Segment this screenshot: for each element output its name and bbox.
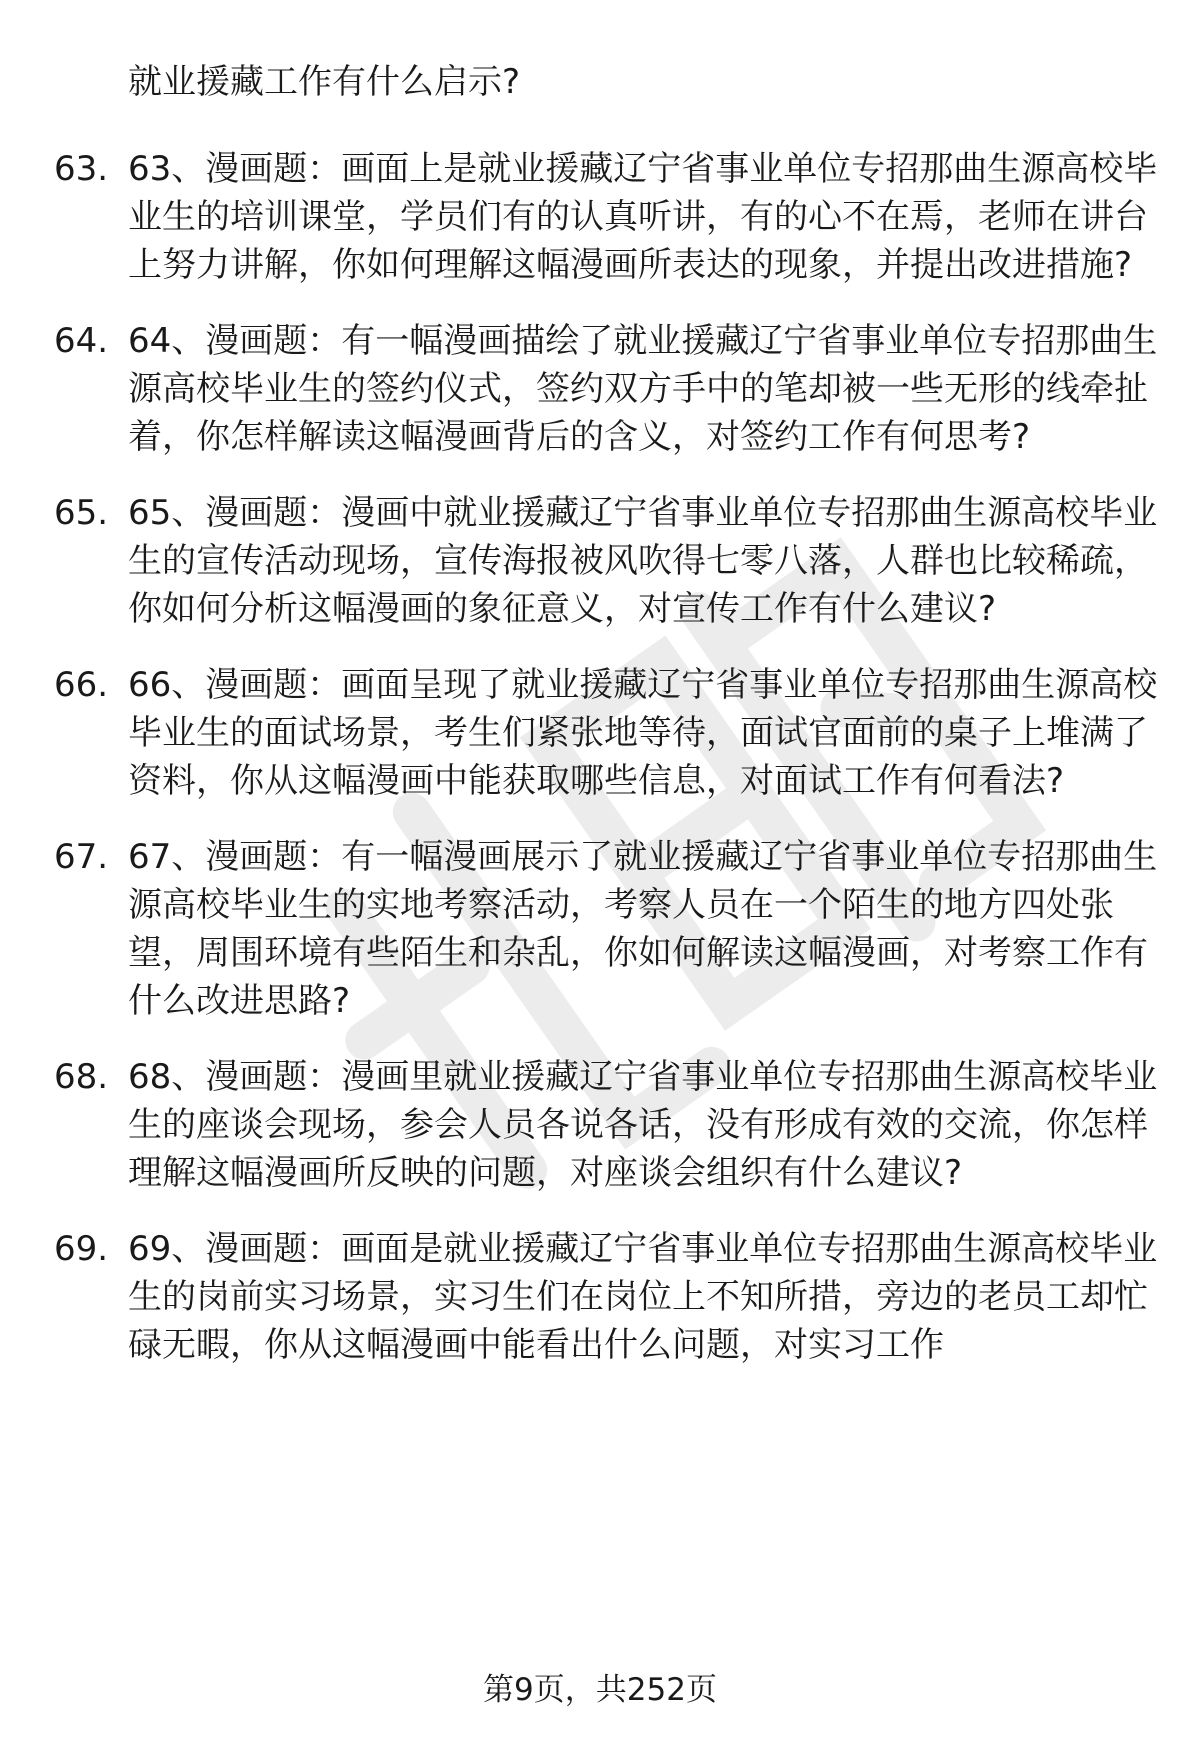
question-number: 68. — [54, 1057, 109, 1097]
list-item — [0, 661, 1200, 805]
question-number: 65. — [54, 493, 109, 533]
question-number: 69. — [54, 1229, 109, 1269]
list-item — [0, 1225, 1200, 1369]
question-text: 67、漫画题：有一幅漫画展示了就业援藏辽宁省事业单位专招那曲生源高校毕业生的实地考察活动，考察人员在一个陌生的地方四处张望，周围环境有些陌生和杂乱，你如何解读这幅漫画，对考察工作有什么改进思路? — [128, 837, 1158, 1021]
question-number: 64. — [54, 321, 109, 361]
question-list — [0, 145, 1200, 1397]
question-number: 63. — [54, 149, 109, 189]
question-text: 66、漫画题：画面呈现了就业援藏辽宁省事业单位专招那曲生源高校毕业生的面试场景，考生们紧张地等待，面试官面前的桌子上堆满了资料，你从这幅漫画中能获取哪些信息，对面试工作有何看法? — [128, 665, 1158, 801]
list-item — [0, 833, 1200, 1025]
continuation-text: 就业援藏工作有什么启示? — [128, 62, 521, 102]
question-text: 69、漫画题：画面是就业援藏辽宁省事业单位专招那曲生源高校毕业生的岗前实习场景，实习生们在岗位上不知所措，旁边的老员工却忙碌无暇，你从这幅漫画中能看出什么问题，对实习工作 — [128, 1229, 1158, 1365]
list-item — [0, 317, 1200, 461]
question-number: 66. — [54, 665, 109, 705]
list-item — [0, 145, 1200, 289]
list-item — [0, 489, 1200, 633]
list-item — [0, 1053, 1200, 1197]
question-text: 63、漫画题：画面上是就业援藏辽宁省事业单位专招那曲生源高校毕业生的培训课堂，学员们有的认真听讲，有的心不在焉，老师在讲台上努力讲解，你如何理解这幅漫画所表达的现象，并提出改进措施? — [128, 149, 1158, 285]
question-text: 64、漫画题：有一幅漫画描绘了就业援藏辽宁省事业单位专招那曲生源高校毕业生的签约仪式，签约双方手中的笔却被一些无形的线牵扯着，你怎样解读这幅漫画背后的含义，对签约工作有何思考? — [128, 321, 1158, 457]
question-text: 68、漫画题：漫画里就业援藏辽宁省事业单位专招那曲生源高校毕业生的座谈会现场，参会人员各说各话，没有形成有效的交流，你怎样理解这幅漫画所反映的问题，对座谈会组织有什么建议? — [128, 1057, 1158, 1193]
question-number: 67. — [54, 837, 109, 877]
question-text: 65、漫画题：漫画中就业援藏辽宁省事业单位专招那曲生源高校毕业生的宣传活动现场，宣传海报被风吹得七零八落，人群也比较稀疏，你如何分析这幅漫画的象征意义，对宣传工作有什么建议? — [128, 493, 1158, 629]
page-footer: 第9页，共252页 — [483, 1672, 717, 1708]
